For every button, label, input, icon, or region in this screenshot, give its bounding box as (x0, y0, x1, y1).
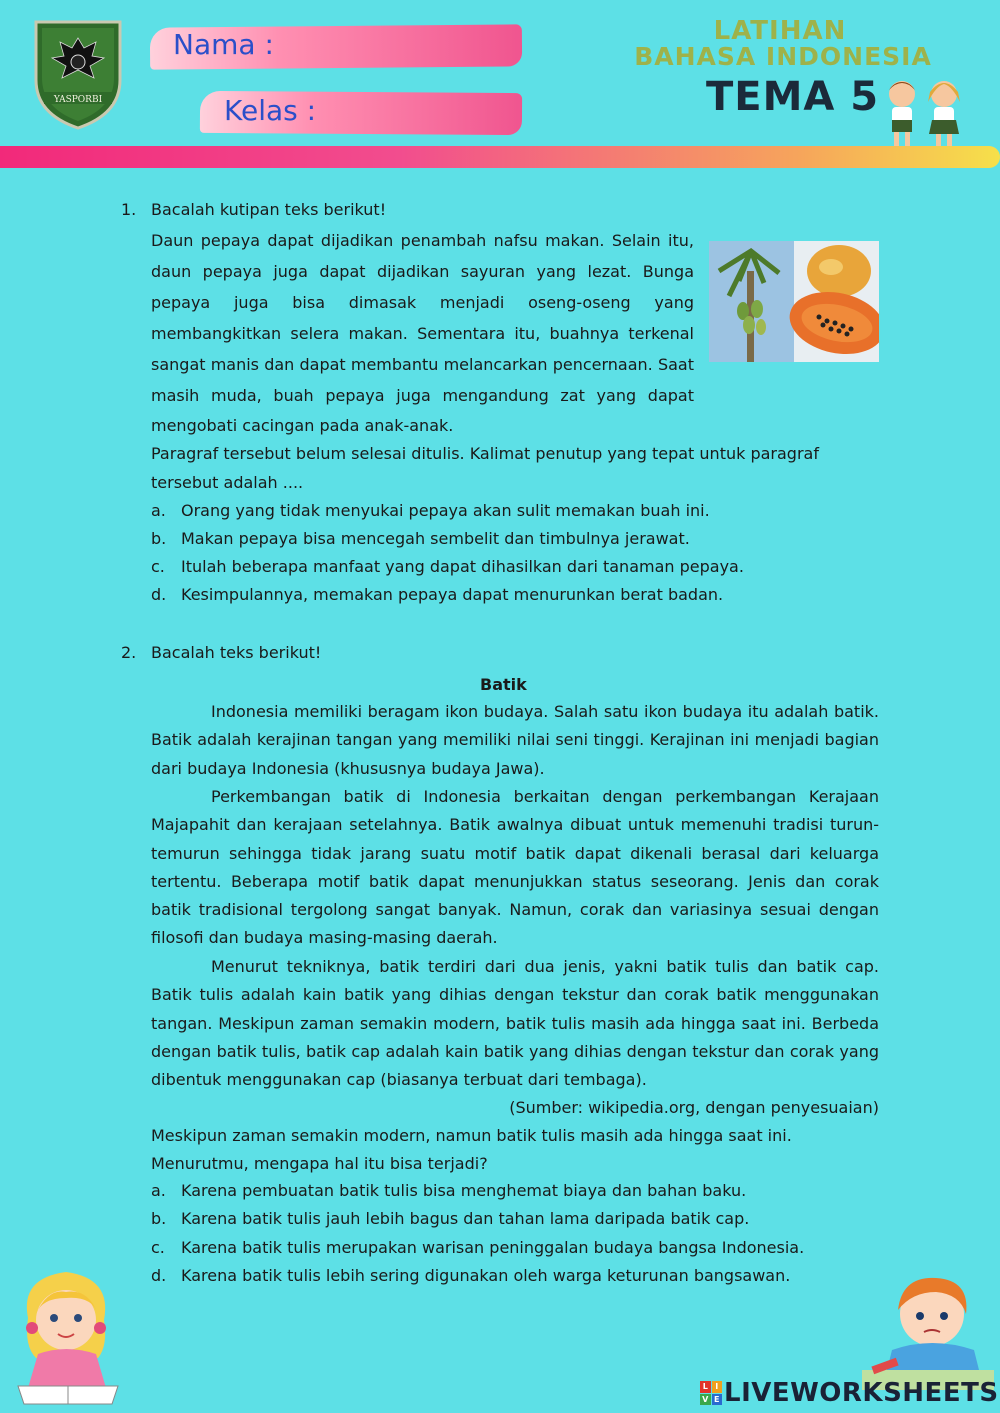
badge-letter: E (712, 1394, 723, 1406)
title-line-1: LATIHAN (713, 16, 847, 46)
option-c[interactable]: Itulah beberapa manfaat yang dapat dihasilkan dari tanaman pepaya. (181, 557, 744, 576)
option-letter: c. (151, 1238, 165, 1257)
boy-thinking-cartoon-icon (862, 1270, 994, 1390)
paragraph-text: Perkembangan batik di Indonesia berkaitan dengan perkembangan Kerajaan Majapahit dan kerajaan setelahnya. Batik awalnya dibuat untuk memenuhi tradisi turun-temurun sehingga tidak jarang suatu motif batik dapat dikenali berasal dari keluarga tertentu. Beberapa motif batik dapat menunjukkan status seseorang. Jenis dan corak batik tradisional tergolong sangat banyak. Namun, corak dan variasinya sesuai dengan filosofi dan budaya masing-masing daerah. (151, 787, 879, 948)
passage-paragraph (151, 698, 879, 783)
question-prompt: Paragraf tersebut belum selesai ditulis. Kalimat penutup yang tepat untuk paragraf (151, 444, 819, 463)
paragraph-text: Indonesia memiliki beragam ikon budaya. Salah satu ikon budaya itu adalah batik. Batik adalah kerajinan tangan yang memiliki nilai seni tinggi. Kerajinan ini menjadi bagian dari budaya Indonesia (khususnya budaya Jawa). (151, 702, 879, 778)
badge-letter: L (700, 1381, 711, 1393)
passage-paragraph (151, 953, 879, 1094)
liveworksheets-brand[interactable]: LIVEWORKSHEETS (724, 1378, 999, 1408)
badge-letter: I (712, 1381, 723, 1393)
papaya-photo-icon (709, 241, 879, 362)
question-number: 2. (121, 643, 137, 662)
question-prompt: Meskipun zaman semakin modern, namun batik tulis masih ada hingga saat ini. (151, 1126, 792, 1145)
option-letter: d. (151, 1266, 167, 1285)
option-c[interactable]: Karena batik tulis merupakan warisan peninggalan budaya bangsa Indonesia. (181, 1238, 805, 1257)
name-label: Nama : (173, 28, 274, 61)
option-a[interactable]: Orang yang tidak menyukai pepaya akan sulit memakan buah ini. (181, 501, 710, 520)
option-b[interactable]: Karena batik tulis jauh lebih bagus dan tahan lama daripada batik cap. (181, 1209, 750, 1228)
option-letter: a. (151, 1181, 166, 1200)
option-d[interactable]: Kesimpulannya, memakan pepaya dapat menurunkan berat badan. (181, 585, 724, 604)
school-logo-icon (32, 18, 124, 130)
question-prompt: tersebut adalah .... (151, 473, 304, 492)
worksheet-header (0, 0, 1000, 170)
passage-line: daun pepaya juga dapat dijadikan sayuran yang lezat. Bunga (151, 262, 694, 281)
passage-paragraph (151, 783, 879, 953)
option-letter: a. (151, 501, 166, 520)
option-d[interactable]: Karena batik tulis lebih sering digunakan oleh warga keturunan bangsawan. (181, 1266, 791, 1285)
question-prompt: Menurutmu, mengapa hal itu bisa terjadi? (151, 1154, 488, 1173)
paragraph-text: Menurut tekniknya, batik terdiri dari dua jenis, yakni batik tulis dan batik cap. Batik tulis adalah kain batik yang dihias dengan tekstur dan corak batik menggunakan tangan. Meskipun zaman semakin modern, batik tulis masih ada hingga saat ini. Berbeda dengan batik tulis, batik cap adalah kain batik yang dihias dengan tekstur dan corak yang dibentuk menggunakan cap (biasanya terbuat dari tembaga). (151, 957, 879, 1090)
passage-line: mengobati cacingan pada anak-anak. (151, 416, 454, 435)
passage-line: masih muda, buah pepaya juga mengandung zat yang dapat (151, 386, 694, 405)
class-label: Kelas : (224, 94, 317, 127)
passage-line: Daun pepaya dapat dijadikan penambah nafsu makan. Selain itu, (151, 231, 694, 250)
option-letter: b. (151, 529, 167, 548)
option-letter: b. (151, 1209, 167, 1228)
passage-line: sangat manis dan dapat membantu melancarkan pencernaan. Saat (151, 355, 694, 374)
title-line-2: BAHASA INDONESIA (634, 42, 932, 71)
girl-writing-cartoon-icon (8, 1258, 126, 1408)
question-instruction: Bacalah teks berikut! (151, 643, 322, 662)
liveworksheets-logo-icon (700, 1381, 722, 1405)
kids-cartoon-icon (880, 72, 970, 150)
passage-line: pepaya juga bisa dimasak menjadi oseng-oseng yang (151, 293, 694, 312)
passage-title: Batik (480, 675, 527, 694)
option-a[interactable]: Karena pembuatan batik tulis bisa menghemat biaya dan bahan baku. (181, 1181, 747, 1200)
question-instruction: Bacalah kutipan teks berikut! (151, 200, 387, 219)
option-letter: c. (151, 557, 165, 576)
logo-text: YASPORBI (53, 95, 103, 105)
header-divider-stripe (0, 146, 1000, 168)
passage-line: membangkitkan selera makan. Sementara itu, buahnya terkenal (151, 324, 694, 343)
title-line-3: TEMA 5 (706, 74, 880, 120)
passage-source: (Sumber: wikipedia.org, dengan penyesuaian) (509, 1098, 879, 1117)
option-letter: d. (151, 585, 167, 604)
badge-letter: V (700, 1394, 711, 1406)
option-b[interactable]: Makan pepaya bisa mencegah sembelit dan timbulnya jerawat. (181, 529, 690, 548)
question-number: 1. (121, 200, 137, 219)
